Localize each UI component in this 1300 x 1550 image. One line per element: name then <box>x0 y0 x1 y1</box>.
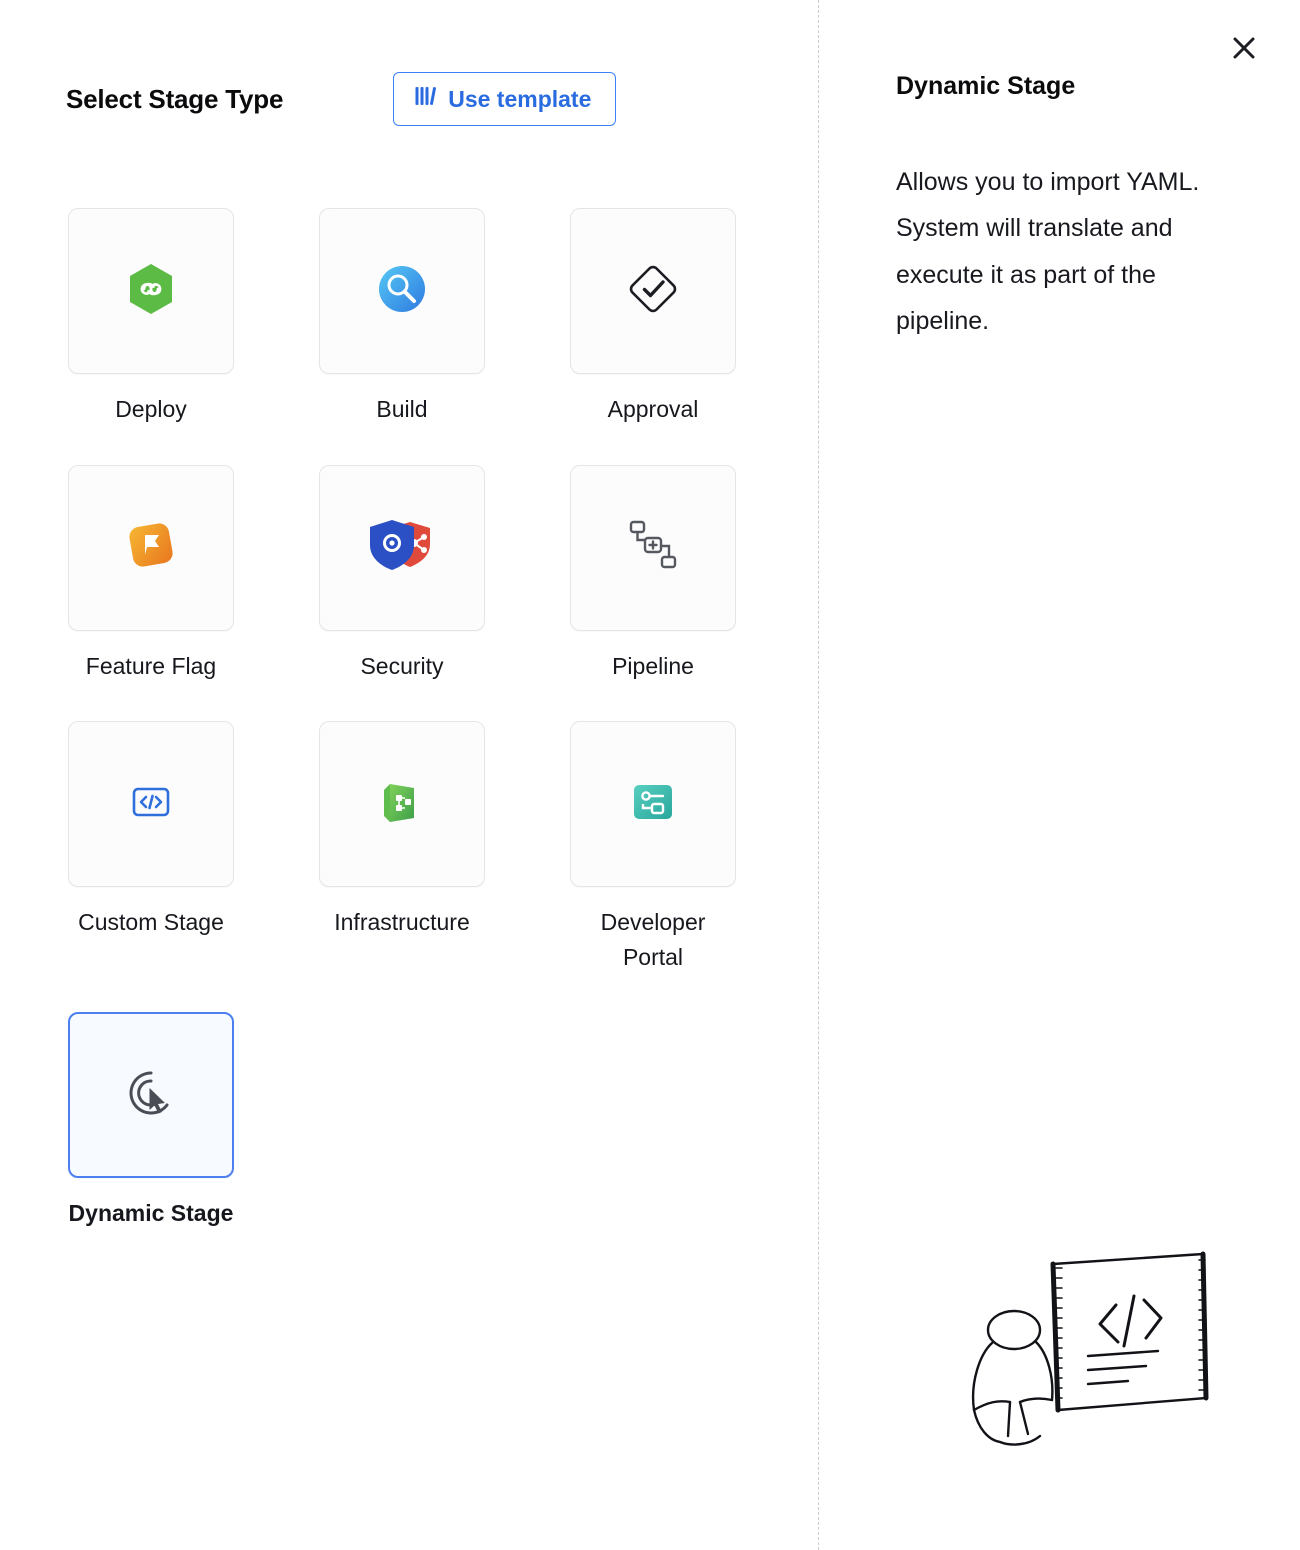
use-template-label: Use template <box>448 85 592 112</box>
use-template-button[interactable] <box>393 72 616 126</box>
stage-type-tile-developer-portal[interactable] <box>570 721 736 887</box>
page-title: Select Stage Type <box>66 83 284 114</box>
stage-type-card-developer-portal[interactable] <box>570 721 821 974</box>
stage-type-card-security[interactable] <box>319 465 570 684</box>
stage-type-card-pipeline[interactable] <box>570 465 821 684</box>
build-gear-globe-icon <box>372 259 432 324</box>
feature-flag-icon <box>121 515 181 580</box>
infrastructure-cube-icon <box>374 774 430 835</box>
stage-type-label-feature-flag: Feature Flag <box>85 652 217 679</box>
stage-type-label-pipeline: Pipeline <box>612 652 694 679</box>
stage-type-label-developer-portal: Developer Portal <box>600 909 706 970</box>
stage-type-label-dynamic-stage: Dynamic Stage <box>68 1200 234 1226</box>
stage-type-tile-build[interactable] <box>319 208 485 374</box>
pipeline-nodes-icon <box>624 516 682 579</box>
stage-type-label-build: Build <box>376 396 428 422</box>
stage-detail-pane <box>818 0 1300 1550</box>
picker-header <box>0 0 818 126</box>
stage-type-label-approval: Approval <box>607 396 699 422</box>
stage-type-label-deploy: Deploy <box>115 396 187 422</box>
detail-description: Allows you to import YAML. System will translate and execute it as part of the pipeline. <box>896 168 1200 335</box>
dynamic-stage-cursor-target-icon <box>122 1064 180 1127</box>
stage-type-card-build[interactable] <box>319 208 570 427</box>
close-icon <box>1229 33 1259 68</box>
approval-check-diamond-icon <box>622 258 684 325</box>
stage-type-card-approval[interactable] <box>570 208 821 427</box>
stage-type-card-dynamic-stage[interactable] <box>68 1012 319 1231</box>
deploy-hexagon-icon <box>120 258 182 325</box>
stage-type-card-feature-flag[interactable] <box>68 465 319 684</box>
person-presenting-code-board-illustration <box>958 1250 1258 1460</box>
stage-type-tile-custom-stage[interactable] <box>68 721 234 887</box>
stage-type-tile-infrastructure[interactable] <box>319 721 485 887</box>
detail-title: Dynamic Stage <box>896 72 1076 100</box>
custom-code-brackets-icon <box>122 773 180 836</box>
library-icon <box>414 85 438 111</box>
stage-type-card-custom-stage[interactable] <box>68 721 319 974</box>
stage-type-label-custom-stage: Custom Stage <box>78 909 224 935</box>
stage-type-card-deploy[interactable] <box>68 208 319 427</box>
stage-type-label-infrastructure: Infrastructure <box>334 909 470 935</box>
stage-type-tile-dynamic-stage[interactable] <box>68 1012 234 1178</box>
stage-type-tile-feature-flag[interactable] <box>68 465 234 631</box>
stage-type-tile-security[interactable] <box>319 465 485 631</box>
stage-type-grid <box>0 208 818 1269</box>
security-shield-icon <box>368 516 436 579</box>
stage-type-label-security: Security <box>360 652 444 679</box>
close-button[interactable] <box>1224 30 1264 70</box>
stage-type-card-infrastructure[interactable] <box>319 721 570 974</box>
stage-type-tile-deploy[interactable] <box>68 208 234 374</box>
stage-type-tile-approval[interactable] <box>570 208 736 374</box>
developer-portal-icon <box>624 773 682 836</box>
stage-type-tile-pipeline[interactable] <box>570 465 736 631</box>
